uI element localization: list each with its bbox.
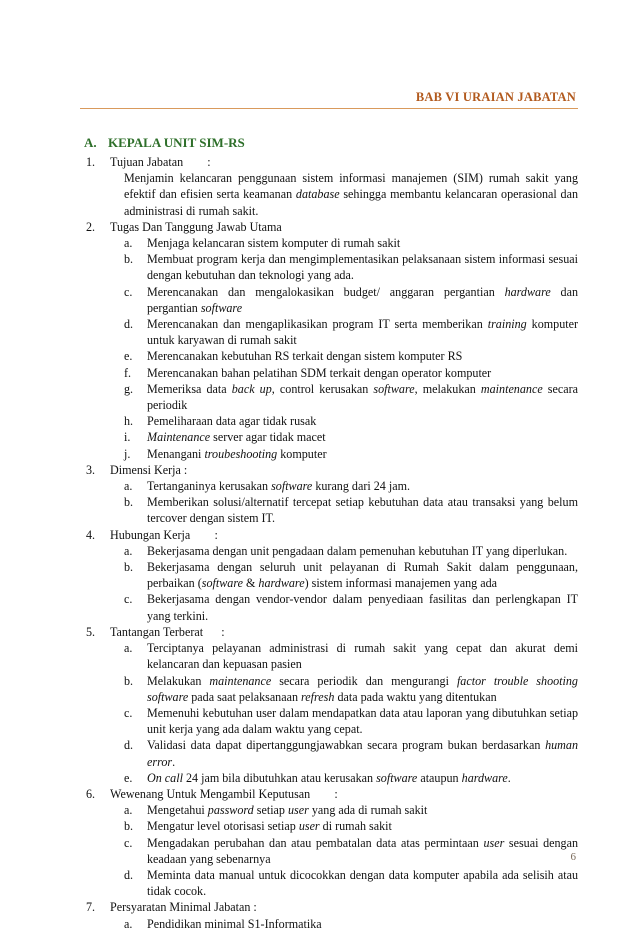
sub-item-text: Merencanakan dan mengaplikasikan program IT serta memberikan training komputer untuk karyawan di rumah sakit <box>147 317 579 348</box>
list-item-label: Persyaratan Minimal Jabatan : <box>110 900 257 915</box>
list-item-number: 1. <box>86 155 96 169</box>
sub-item-letter: g. <box>124 381 134 396</box>
sub-item <box>124 835 578 867</box>
sub-item <box>124 478 578 494</box>
header-divider <box>80 108 578 109</box>
sub-item <box>124 446 578 462</box>
list-item-heading <box>84 527 578 543</box>
sub-item-text: Pemeliharaan data agar tidak rusak <box>147 414 317 429</box>
section-letter: A. <box>84 135 97 150</box>
list-item <box>84 462 578 527</box>
list-item-number: 6. <box>86 786 96 801</box>
sub-item-letter: a. <box>124 479 133 494</box>
sub-item-letter: b. <box>124 495 134 510</box>
sub-item-text: Memeriksa data back up, control kerusakan software, melakukan maintenance secara periodik <box>147 381 578 413</box>
sub-item-letter: c. <box>124 592 133 607</box>
sub-item <box>124 251 578 283</box>
sub-item-letter: a. <box>124 641 133 656</box>
sub-item <box>124 591 578 623</box>
sub-item-letter: c. <box>124 835 133 850</box>
list-item-label: Hubungan Kerja : <box>110 527 218 542</box>
sub-item-text: Tertanganinya kerusakan software kurang dari 24 jam. <box>147 479 411 494</box>
sub-item-text: Bekerjasama dengan unit pengadaan dalam pemenuhan kebutuhan IT yang diperlukan. <box>147 543 568 558</box>
sub-item-text: Bekerjasama dengan seluruh unit pelayanan di Rumah Sakit dalam penggunaan, perbaikan (software & hardware) sistem informasi manajemen yang ada <box>147 560 578 591</box>
sub-item-text: Mengetahui password setiap user yang ada di rumah sakit <box>147 803 428 818</box>
list-item-heading <box>84 154 578 170</box>
sub-item-text: Merencanakan bahan pelatihan SDM terkait dengan operator komputer <box>147 365 492 380</box>
sub-item <box>124 559 578 591</box>
list-item-label: Tantangan Terberat : <box>110 624 225 639</box>
sub-item <box>124 737 578 769</box>
list-item-number: 5. <box>86 624 96 639</box>
sub-item-letter: a. <box>124 543 133 558</box>
sub-item <box>124 802 578 818</box>
sub-item-text: Meminta data manual untuk dicocokkan dengan data komputer apabila ada selisih atau tidak cocok. <box>147 867 578 899</box>
list-item-number: 2. <box>86 219 96 234</box>
sub-item-letter: b. <box>124 560 134 575</box>
sub-item-text: Menjaga kelancaran sistem komputer di rumah sakit <box>147 236 401 251</box>
sub-item-letter: b. <box>124 252 134 267</box>
sub-item-letter: a. <box>124 916 133 931</box>
list-item <box>84 899 578 931</box>
sub-item-text: Merencanakan dan mengalokasikan budget/ anggaran pergantian hardware dan pergantian software <box>147 284 578 315</box>
sub-item <box>124 867 578 899</box>
sub-item <box>124 348 578 364</box>
job-description-list <box>84 154 578 932</box>
sub-item-letter: f. <box>124 365 132 380</box>
list-item-heading <box>84 462 578 478</box>
sub-item-text: Mengatur level otorisasi setiap user di rumah sakit <box>147 819 392 834</box>
list-item-label: Tugas Dan Tanggung Jawab Utama <box>110 219 282 234</box>
sub-item-text: Merencanakan kebutuhan RS terkait dengan sistem komputer RS <box>147 349 463 364</box>
sub-item-letter: a. <box>124 236 133 251</box>
sub-item-text: Melakukan maintenance secara periodik dan mengurangi factor trouble shooting software pada saat pelaksanaan refresh data pada waktu yang ditentukan <box>147 673 578 704</box>
list-item-heading <box>84 624 578 640</box>
section-heading <box>84 135 578 151</box>
list-item <box>84 624 578 786</box>
sub-item-text: Pendidikan minimal S1-Informatika <box>147 916 322 931</box>
page-number: 6 <box>570 851 576 863</box>
list-item-label: Tujuan Jabatan : <box>110 155 211 169</box>
chapter-header-title: BAB VI URAIAN JABATAN <box>415 90 576 104</box>
sub-item-text: Membuat program kerja dan mengimplementasikan pelaksanaan sistem informasi sesuai dengan kebutuhan dan teknologi yang ada. <box>147 252 578 283</box>
sub-item-letter: d. <box>124 317 134 332</box>
sub-item-letter: d. <box>124 867 134 882</box>
sub-item-text: Mengadakan perubahan dan atau pembatalan data atas permintaan user sesuai dengan keadaan yang sebenarnya <box>147 835 578 866</box>
sub-item <box>124 916 578 932</box>
document-body <box>84 135 578 932</box>
sub-item-text: Memenuhi kebutuhan user dalam mendapatkan data atau laporan yang dibutuhkan setiap unit kerja yang ada dalam waktu yang cepat. <box>147 705 578 737</box>
sub-item <box>124 284 578 316</box>
list-item-label: Dimensi Kerja : <box>110 462 188 477</box>
sub-item-letter: a. <box>124 803 133 818</box>
sub-item-letter: d. <box>124 738 134 753</box>
sub-item-letter: b. <box>124 819 134 834</box>
list-item-label: Wewenang Untuk Mengambil Keputusan : <box>110 786 338 801</box>
sub-item <box>124 705 578 737</box>
sub-item-letter: e. <box>124 349 133 364</box>
sub-item-letter: i. <box>124 430 131 445</box>
sub-item-letter: j. <box>124 446 131 461</box>
sub-item <box>124 429 578 445</box>
sub-item <box>124 673 578 705</box>
list-item-number: 7. <box>86 900 96 915</box>
sub-item-text: On call 24 jam bila dibutuhkan atau kerusakan software ataupun hardware. <box>147 770 511 785</box>
list-item-description: Menjamin kelancaran penggunaan sistem informasi manajemen (SIM) rumah sakit yang efektif dan efisien serta keamanan database sehingga membantu kelancaran operasional dan administrasi di rumah sakit. <box>124 171 578 218</box>
sub-item-letter: b. <box>124 673 134 688</box>
sub-item <box>124 543 578 559</box>
sub-item-letter: e. <box>124 770 133 785</box>
sub-item <box>124 413 578 429</box>
sub-item-text: Bekerjasama dengan vendor-vendor dalam penyediaan fasilitas dan perlengkapan IT yang terkini. <box>147 592 578 623</box>
sub-item <box>124 316 578 348</box>
sub-item <box>124 640 578 672</box>
sub-item <box>124 365 578 381</box>
list-item-number: 3. <box>86 462 96 477</box>
list-item <box>84 527 578 624</box>
sub-item <box>124 235 578 251</box>
sub-item-letter: c. <box>124 284 133 299</box>
list-item <box>84 154 578 219</box>
sub-item <box>124 494 578 526</box>
sub-item-text: Menangani troubeshooting komputer <box>147 446 327 461</box>
list-item-heading <box>84 786 578 802</box>
sub-item-text: Validasi data dapat dipertanggungjawabkan secara program bukan berdasarkan human error. <box>147 738 578 769</box>
section-title-text: KEPALA UNIT SIM-RS <box>108 135 245 150</box>
sub-item-text: Memberikan solusi/alternatif tercepat setiap kebutuhan data atau transaksi yang belum tercover dengan sistem IT. <box>147 495 578 526</box>
list-item <box>84 786 578 899</box>
list-item-number: 4. <box>86 527 96 542</box>
sub-item-letter: h. <box>124 414 134 429</box>
sub-item <box>124 381 578 413</box>
sub-item-text: Terciptanya pelayanan administrasi di rumah sakit yang cepat dan akurat demi kelancaran dan kepuasan pasien <box>147 641 578 672</box>
sub-item <box>124 770 578 786</box>
list-item-heading <box>84 219 578 235</box>
sub-item <box>124 818 578 834</box>
sub-item-text: Maintenance server agar tidak macet <box>147 430 326 445</box>
sub-item-letter: c. <box>124 705 133 720</box>
list-item <box>84 219 578 462</box>
